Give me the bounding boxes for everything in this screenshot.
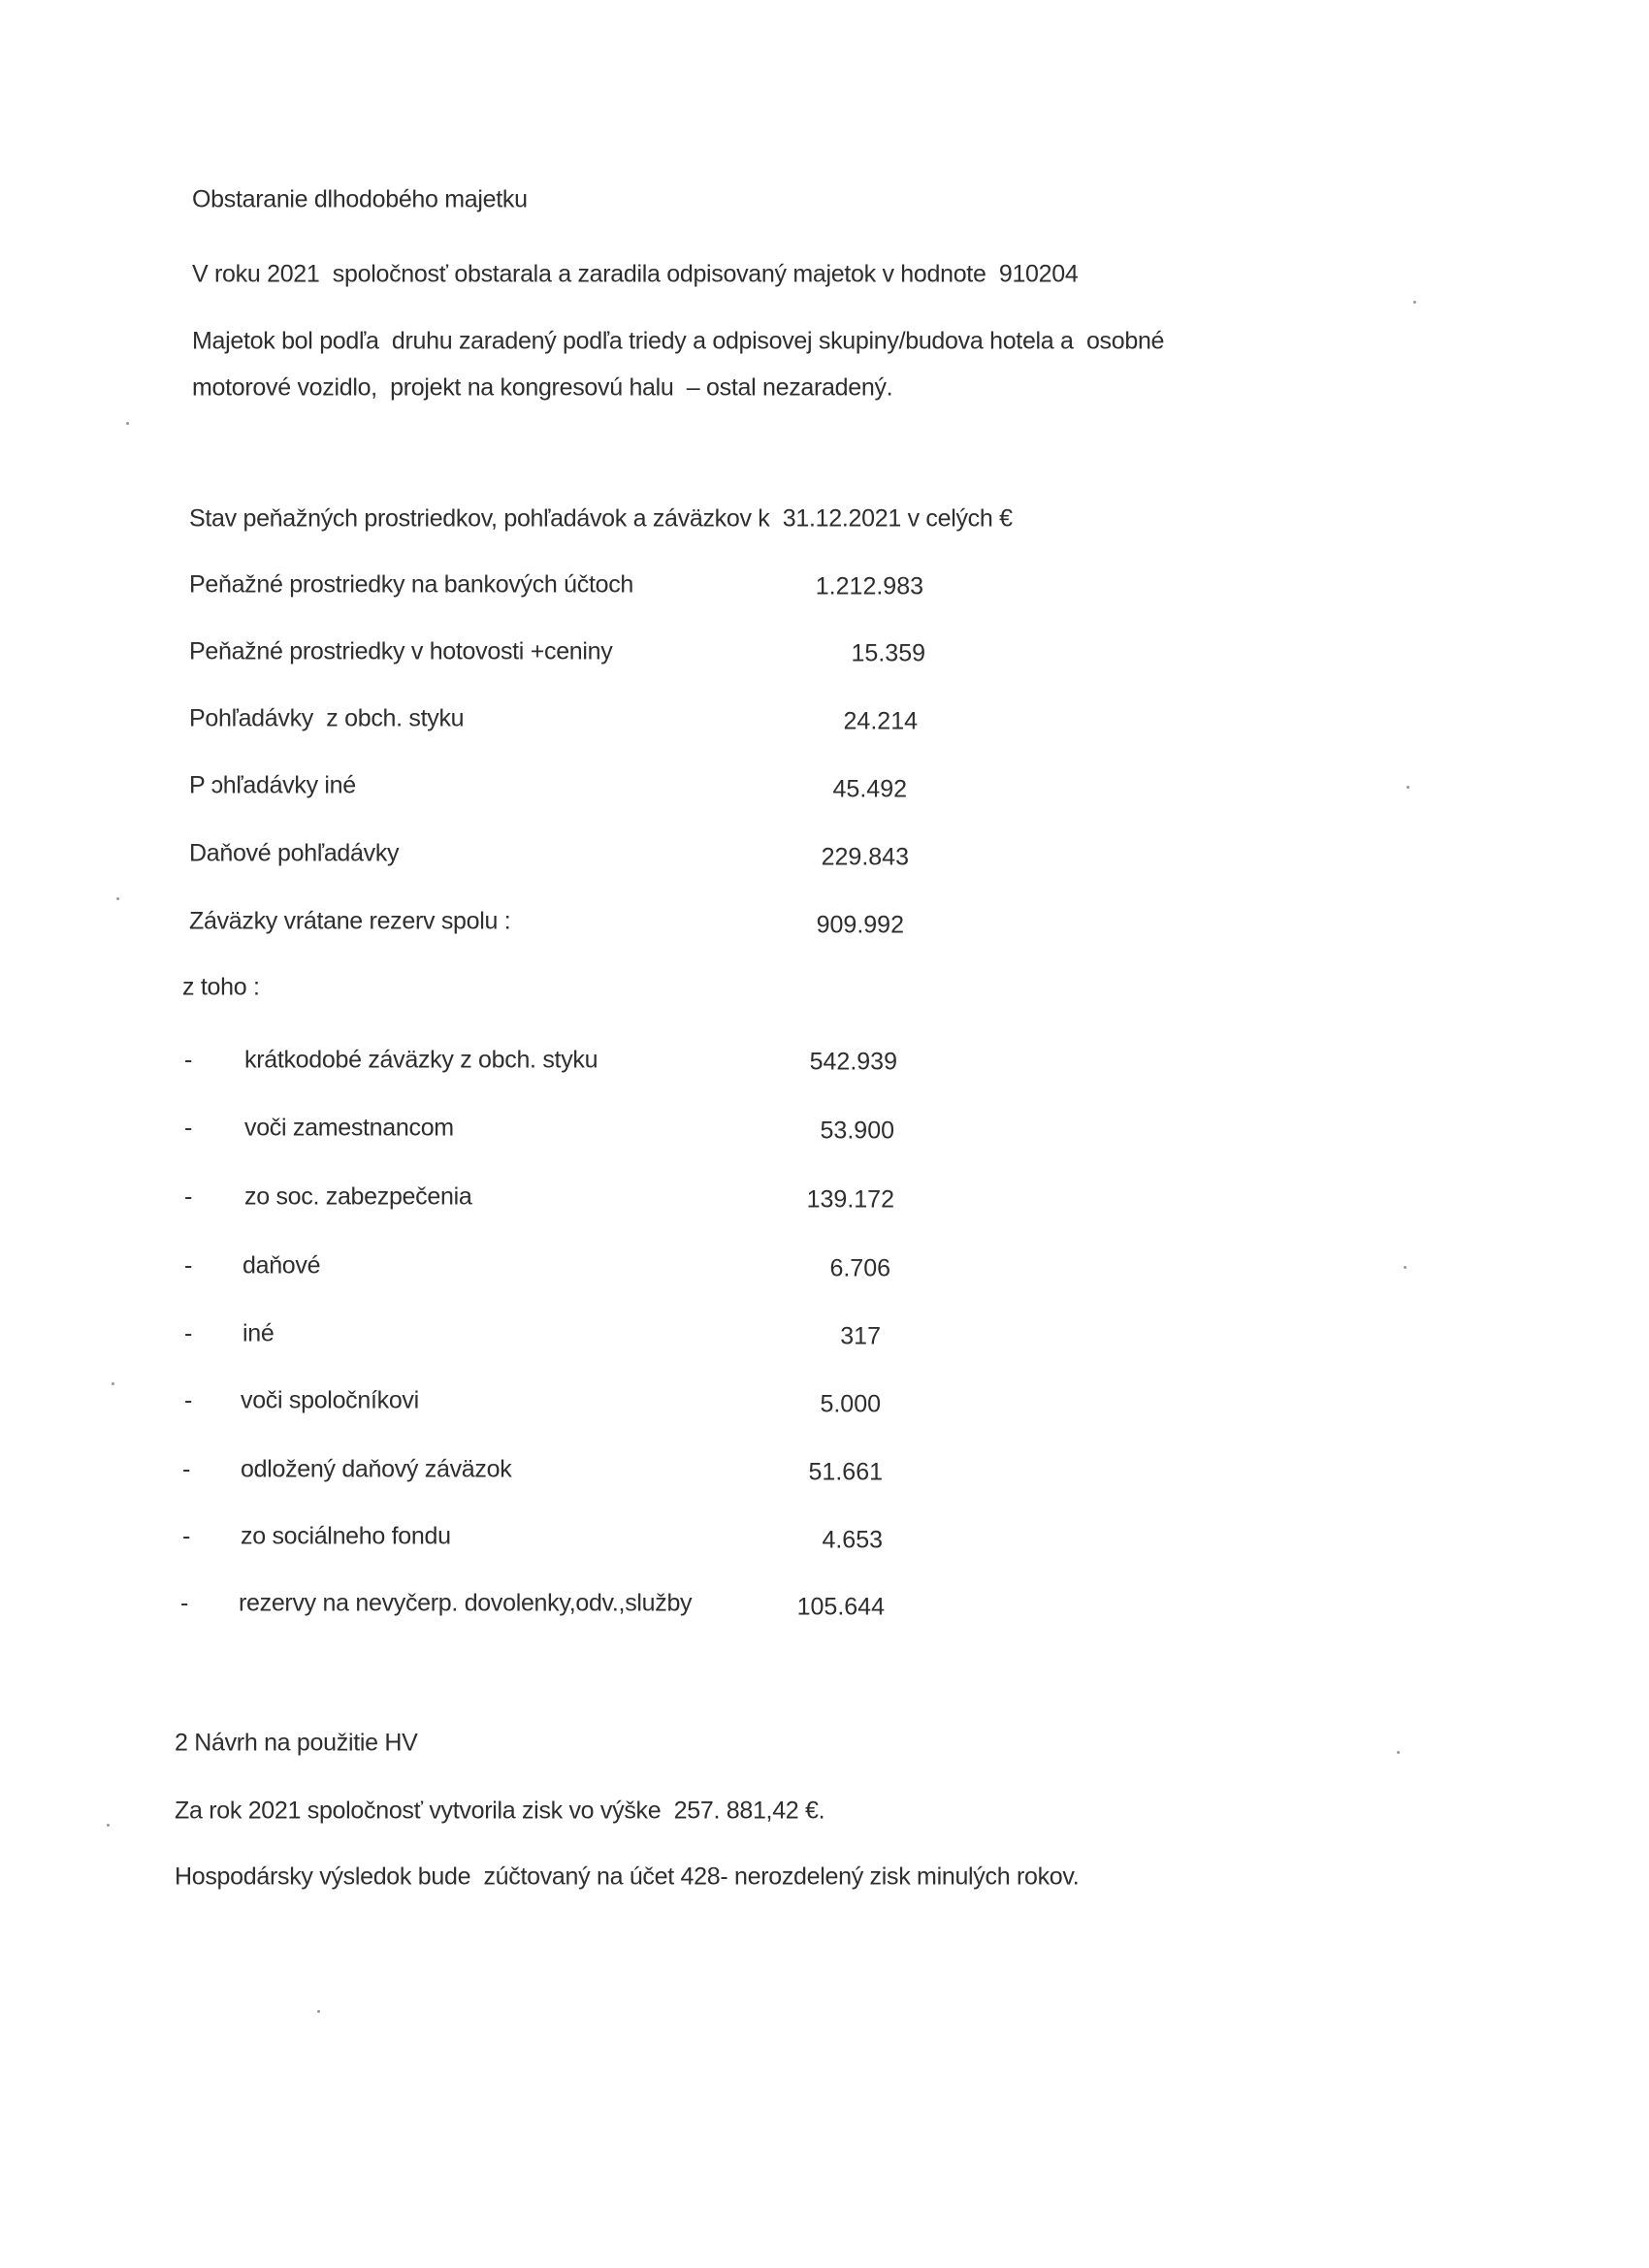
liability-value: 317 [840,1322,881,1350]
scan-speck [116,897,119,900]
paragraph-classification-line2: motorové vozidlo, projekt na kongresovú halu – ostal nezaradený. [192,373,893,402]
liability-label: voči spoločníkovi [241,1386,419,1414]
balance-label: Záväzky vrátane rezerv spolu : [189,907,511,935]
scan-speck [1413,301,1416,304]
liability-label: krátkodobé záväzky z obch. styku [244,1046,598,1074]
balance-value: 229.843 [821,843,909,871]
liability-label: rezervy na nevyčerp. dovolenky,odv.,služby [239,1589,693,1617]
balance-value: 45.492 [832,775,907,803]
scan-speck [1397,1751,1400,1754]
list-dash: - [184,1386,193,1414]
liability-label: zo soc. zabezpečenia [244,1183,472,1211]
balance-label: Daňové pohľadávky [189,839,400,867]
scan-speck [1406,786,1409,789]
list-dash: - [184,1251,193,1280]
scan-speck [126,422,129,425]
section-title-asset-acquisition: Obstaranie dlhodobého majetku [192,185,528,213]
liability-label: zo sociálneho fondu [241,1522,451,1550]
liability-label: iné [242,1319,275,1347]
subheading-of-which: z toho : [182,973,260,1001]
scan-speck [317,2010,320,2013]
section-title-profit-proposal: 2 Návrh na použitie HV [175,1729,418,1757]
liability-value: 5.000 [820,1390,881,1418]
paragraph-profit-allocation: Hospodársky výsledok bude zúčtovaný na účet 428- nerozdelený zisk minulých rokov. [175,1863,1080,1891]
paragraph-classification-line1: Majetok bol podľa druhu zaradený podľa triedy a odpisovej skupiny/budova hotela a osobné [192,327,1165,355]
balance-value: 15.359 [851,639,925,667]
list-dash: - [184,1046,193,1074]
liability-label: odložený daňový záväzok [241,1455,512,1483]
list-dash: - [182,1455,191,1483]
list-dash: - [180,1589,189,1617]
paragraph-acquisition-value: V roku 2021 spoločnosť obstarala a zaradila odpisovaný majetok v hodnote 910204 [192,260,1079,288]
section-heading-balances: Stav peňažných prostriedkov, pohľadávok a záväzkov k 31.12.2021 v celých € [189,504,1013,533]
scan-speck [112,1382,114,1385]
list-dash: - [184,1183,193,1211]
scan-speck [1404,1266,1406,1269]
balance-label: Peňažné prostriedky na bankových účtoch [189,570,634,599]
balance-value: 24.214 [843,707,918,735]
list-dash: - [184,1114,193,1142]
list-dash: - [184,1319,193,1347]
liability-label: daňové [242,1251,321,1280]
list-dash: - [182,1522,191,1550]
liability-value: 4.653 [822,1526,883,1554]
liability-value: 6.706 [829,1254,890,1282]
liability-value: 105.644 [796,1593,885,1621]
balance-value: 909.992 [816,911,904,939]
liability-value: 53.900 [820,1117,894,1145]
liability-label: voči zamestnancom [244,1114,454,1142]
scan-speck [107,1824,110,1827]
balance-label: Peňažné prostriedky v hotovosti +ceniny [189,637,613,665]
liability-value: 542.939 [809,1048,897,1076]
paragraph-profit: Za rok 2021 spoločnosť vytvorila zisk vo výške 257. 881,42 €. [175,1797,825,1825]
balance-label: P ɔhľadávky iné [189,771,356,799]
liability-value: 139.172 [806,1185,894,1214]
liability-value: 51.661 [808,1458,883,1486]
balance-label: Pohľadávky z obch. styku [189,704,465,732]
balance-value: 1.212.983 [815,572,923,600]
